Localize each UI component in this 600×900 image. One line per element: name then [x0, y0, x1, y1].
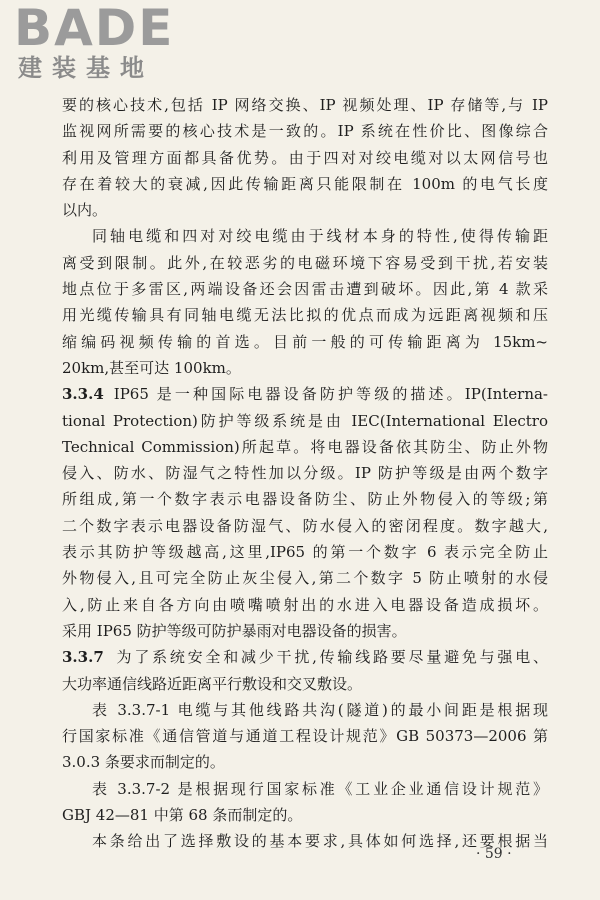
watermark-brand: BADE [14, 0, 175, 57]
text-line: 离受到限制。此外,在较恶劣的电磁环境下容易受到干扰,若安装 [62, 253, 548, 272]
text-line: 地点位于多雷区,两端设备还会因雷击遭到破坏。因此,第 4 款采 [62, 280, 548, 299]
section-number: 3.3.7 [62, 648, 104, 667]
text-line: 大功率通信线路近距离平行敷设和交叉敷设。 [62, 674, 363, 693]
document-body [62, 92, 548, 855]
text-line: 外物侵入,且可完全防止灰尘侵入,第二个数字 5 防止喷射的水侵 [62, 569, 548, 588]
text-line: 用光缆传输具有同轴电缆无法比拟的优点而成为远距离视频和压 [62, 306, 548, 325]
text-line: 20km,甚至可达 100km。 [62, 358, 241, 377]
page-number: · 59 · [476, 846, 512, 862]
text-line: GBJ 42—81 中第 68 条而制定的。 [62, 806, 303, 825]
text-line: 缩编码视频传输的首选。目前一般的可传输距离为 15km~ [62, 332, 548, 351]
text-span: 为了系统安全和减少干扰,传输线路要尽量避免与强电、 [113, 648, 548, 667]
watermark-subtitle: 建装基地 [18, 54, 154, 82]
text-line: 利用及管理方面都具备优势。由于四对对绞电缆对以太网信号也 [62, 148, 548, 167]
text-line: 采用 IP65 防护等级可防护暴雨对电器设备的损害。 [62, 621, 407, 640]
text-line: 所组成,第一个数字表示电器设备防尘、防止外物侵入的等级;第 [62, 490, 548, 509]
text-span: IP65 是一种国际电器设备防护等级的描述。IP(Interna- [113, 385, 548, 404]
text-line: 同轴电缆和四对对绞电缆由于线材本身的特性,使得传输距 [92, 227, 548, 246]
text-line: 3.0.3 条要求而制定的。 [62, 753, 225, 772]
text-line: 本条给出了选择敷设的基本要求,具体如何选择,还要根据当 [92, 832, 548, 851]
text-line: Technical Commission)所起草。将电器设备依其防尘、防止外物 [62, 437, 548, 456]
text-line: 监视网所需要的核心技术是一致的。IP 系统在性价比、图像综合 [62, 122, 548, 141]
text-line: tional Protection)防护等级系统是由 IEC(International Electro [62, 411, 548, 430]
text-line: 以内。 [62, 201, 108, 220]
text-line: 表示其防护等级越高,这里,IP65 的第一个数字 6 表示完全防止 [62, 543, 548, 562]
text-line: 行国家标准《通信管道与通道工程设计规范》GB 50373—2006 第 [62, 727, 548, 746]
text-line: 二个数字表示电器设备防湿气、防水侵入的密闭程度。数字越大, [62, 516, 548, 535]
text-line: 侵入、防水、防湿气之特性加以分级。IP 防护等级是由两个数字 [62, 464, 548, 483]
text-line: 要的核心技术,包括 IP 网络交换、IP 视频处理、IP 存储等,与 IP [62, 96, 548, 114]
text-line: 存在着较大的衰减,因此传输距离只能限制在 100m 的电气长度 [62, 174, 548, 193]
text-line: 表 3.3.7-1 电缆与其他线路共沟(隧道)的最小间距是根据现 [92, 700, 548, 719]
text-line: 入,防止来自各方向由喷嘴喷射出的水进入电器设备造成损坏。 [62, 595, 548, 614]
watermark-logo [8, 0, 188, 92]
section-number: 3.3.4 [62, 385, 104, 404]
section-first-line [62, 381, 548, 407]
text-line: 表 3.3.7-2 是根据现行国家标准《工业企业通信设计规范》 [92, 779, 548, 798]
section-first-line [62, 644, 548, 670]
